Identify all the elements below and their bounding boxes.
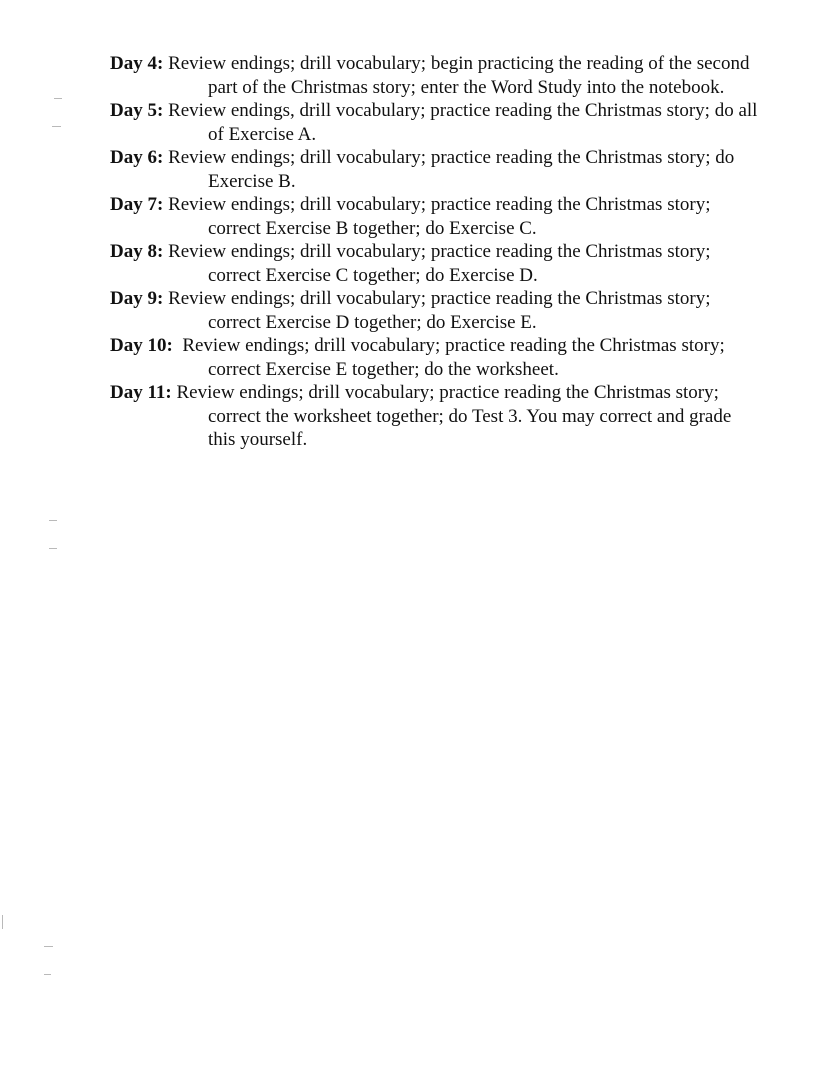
- entry-first-line: Review endings; drill vocabulary; practice reading the Christmas story; do: [168, 147, 735, 168]
- entry-first-line: Review endings, drill vocabulary; practice reading the Christmas story; do all: [168, 100, 758, 121]
- day-label: Day 11:: [110, 382, 172, 403]
- day-label: Day 9:: [110, 288, 164, 309]
- day-label: Day 7:: [110, 194, 164, 215]
- schedule-entry-day-4: [110, 52, 790, 99]
- schedule-list: [110, 52, 790, 452]
- scan-mark: [2, 915, 3, 929]
- scan-mark: [49, 520, 57, 521]
- schedule-entry-day-5: [110, 99, 790, 146]
- day-label: Day 8:: [110, 241, 164, 262]
- entry-first-line: Review endings; drill vocabulary; practice reading the Christmas story;: [168, 288, 711, 309]
- entry-continuation: part of the Christmas story; enter the Word Study into the notebook.: [208, 76, 725, 98]
- day-label: Day 5:: [110, 100, 164, 121]
- entry-continuation: correct the worksheet together; do Test 3. You may correct and grade: [208, 405, 732, 427]
- entry-first-line: Review endings; drill vocabulary; practice reading the Christmas story;: [182, 335, 725, 356]
- entry-first-line: Review endings; drill vocabulary; begin practicing the reading of the second: [168, 53, 750, 74]
- scan-mark: [44, 946, 53, 947]
- scan-mark: [44, 974, 51, 975]
- schedule-entry-day-10: [110, 334, 790, 381]
- day-label: Day 10:: [110, 335, 173, 356]
- schedule-entry-day-6: [110, 146, 790, 193]
- day-label: Day 6:: [110, 147, 164, 168]
- scan-mark: [52, 126, 61, 127]
- entry-continuation: this yourself.: [208, 429, 308, 450]
- schedule-entry-day-7: [110, 193, 790, 240]
- entry-first-line: Review endings; drill vocabulary; practice reading the Christmas story;: [168, 241, 711, 262]
- entry-continuation: correct Exercise D together; do Exercise E.: [208, 311, 537, 333]
- entry-continuation: correct Exercise B together; do Exercise C.: [208, 217, 537, 239]
- entry-continuation: correct Exercise C together; do Exercise D.: [208, 264, 538, 286]
- entry-continuation: correct Exercise E together; do the worksheet.: [208, 358, 559, 380]
- entry-continuation: Exercise B.: [208, 170, 296, 192]
- day-label: Day 4:: [110, 53, 164, 74]
- schedule-entry-day-11: [110, 381, 790, 452]
- entry-first-line: Review endings; drill vocabulary; practice reading the Christmas story;: [168, 194, 711, 215]
- schedule-entry-day-8: [110, 240, 790, 287]
- entry-continuation: of Exercise A.: [208, 123, 317, 145]
- schedule-entry-day-9: [110, 287, 790, 334]
- entry-first-line: Review endings; drill vocabulary; practice reading the Christmas story;: [176, 382, 719, 403]
- scan-mark: [54, 98, 62, 99]
- scan-mark: [49, 548, 57, 549]
